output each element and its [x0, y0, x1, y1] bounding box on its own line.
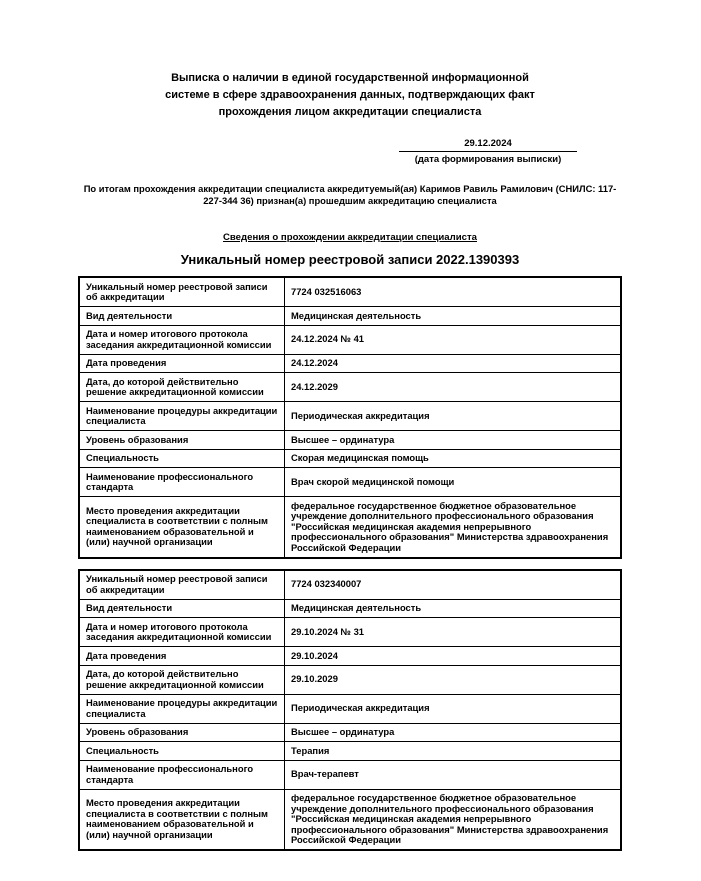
accreditation-table-2	[78, 569, 622, 852]
table-row	[79, 570, 621, 600]
row-value: 7724 032516063	[285, 277, 622, 307]
table-row	[79, 599, 621, 618]
row-label: Дата, до которой действительно решение аккредитационной комиссии	[79, 665, 285, 694]
table-row	[79, 760, 621, 789]
row-label: Уровень образования	[79, 431, 285, 450]
row-label: Наименование профессионального стандарта	[79, 468, 285, 497]
table-row	[79, 665, 621, 694]
row-value: Терапия	[285, 742, 622, 761]
row-value: Периодическая аккредитация	[285, 402, 622, 431]
table-row	[79, 449, 621, 468]
row-label: Место проведения аккредитации специалиста в соответствии с полным наименованием образовательной и (или) научной организации	[79, 497, 285, 558]
row-label: Наименование процедуры аккредитации специалиста	[79, 694, 285, 723]
row-label: Наименование процедуры аккредитации специалиста	[79, 402, 285, 431]
row-value: 29.10.2024 № 31	[285, 618, 622, 647]
title-line: прохождения лицом аккредитации специалиста	[218, 106, 482, 118]
row-label: Дата проведения	[79, 647, 285, 666]
extract-date-block	[399, 138, 577, 165]
row-value: 7724 032340007	[285, 570, 622, 600]
accreditation-table-1	[78, 276, 622, 559]
row-label: Уникальный номер реестровой записи об аккредитации	[79, 277, 285, 307]
row-label: Специальность	[79, 742, 285, 761]
row-value: федеральное государственное бюджетное образовательное учреждение дополнительного профессионального образования "Российская медицинская академия непрерывного профессионального образования" Министерства здравоохранения Российской Федерации	[285, 497, 622, 558]
row-label: Вид деятельности	[79, 307, 285, 326]
table-row	[79, 431, 621, 450]
table-row	[79, 618, 621, 647]
row-value: 24.12.2029	[285, 373, 622, 402]
row-label: Место проведения аккредитации специалиста в соответствии с полным наименованием образовательной и (или) научной организации	[79, 789, 285, 850]
row-label: Дата, до которой действительно решение аккредитационной комиссии	[79, 373, 285, 402]
document-title	[78, 70, 622, 121]
registry-number-heading: Уникальный номер реестровой записи 2022.1390393	[180, 252, 520, 267]
row-label: Уникальный номер реестровой записи об аккредитации	[79, 570, 285, 600]
table-row	[79, 742, 621, 761]
table-row	[79, 723, 621, 742]
row-value: федеральное государственное бюджетное образовательное учреждение дополнительного профессионального образования "Российская медицинская академия непрерывного профессионального образования" Министерства здравоохранения Российской Федерации	[285, 789, 622, 850]
intro-paragraph: По итогам прохождения аккредитации специалиста аккредитуемый(ая) Каримов Равиль Рамилович (СНИЛС: 117-227-344 36) признан(а) прошедшим аккредитацию специалиста	[83, 183, 617, 206]
table-row	[79, 277, 621, 307]
row-label: Уровень образования	[79, 723, 285, 742]
row-label: Дата проведения	[79, 354, 285, 373]
table-row	[79, 373, 621, 402]
table-row	[79, 354, 621, 373]
row-value: 24.12.2024 № 41	[285, 325, 622, 354]
row-value: 29.10.2024	[285, 647, 622, 666]
row-label: Наименование профессионального стандарта	[79, 760, 285, 789]
row-value: Высшее – ординатура	[285, 431, 622, 450]
row-value: Периодическая аккредитация	[285, 694, 622, 723]
title-line: Выписка о наличии в единой государственной информационной	[171, 72, 529, 84]
extract-date-caption: (дата формирования выписки)	[414, 154, 562, 165]
table-row	[79, 694, 621, 723]
table-row	[79, 402, 621, 431]
table-row	[79, 789, 621, 850]
row-value: Высшее – ординатура	[285, 723, 622, 742]
row-label: Специальность	[79, 449, 285, 468]
table-row	[79, 468, 621, 497]
extract-date: 29.12.2024	[399, 138, 577, 152]
row-value: Скорая медицинская помощь	[285, 449, 622, 468]
row-value: 29.10.2029	[285, 665, 622, 694]
section-heading: Сведения о прохождении аккредитации специалиста	[222, 232, 477, 243]
row-value: Врач скорой медицинской помощи	[285, 468, 622, 497]
table-row	[79, 307, 621, 326]
row-value: 24.12.2024	[285, 354, 622, 373]
row-label: Дата и номер итогового протокола заседания аккредитационной комиссии	[79, 325, 285, 354]
row-label: Дата и номер итогового протокола заседания аккредитационной комиссии	[79, 618, 285, 647]
table-row	[79, 497, 621, 558]
row-value: Медицинская деятельность	[285, 307, 622, 326]
table-row	[79, 325, 621, 354]
row-value: Врач-терапевт	[285, 760, 622, 789]
table-row	[79, 647, 621, 666]
row-value: Медицинская деятельность	[285, 599, 622, 618]
title-line: системе в сфере здравоохранения данных, подтверждающих факт	[165, 89, 535, 101]
row-label: Вид деятельности	[79, 599, 285, 618]
